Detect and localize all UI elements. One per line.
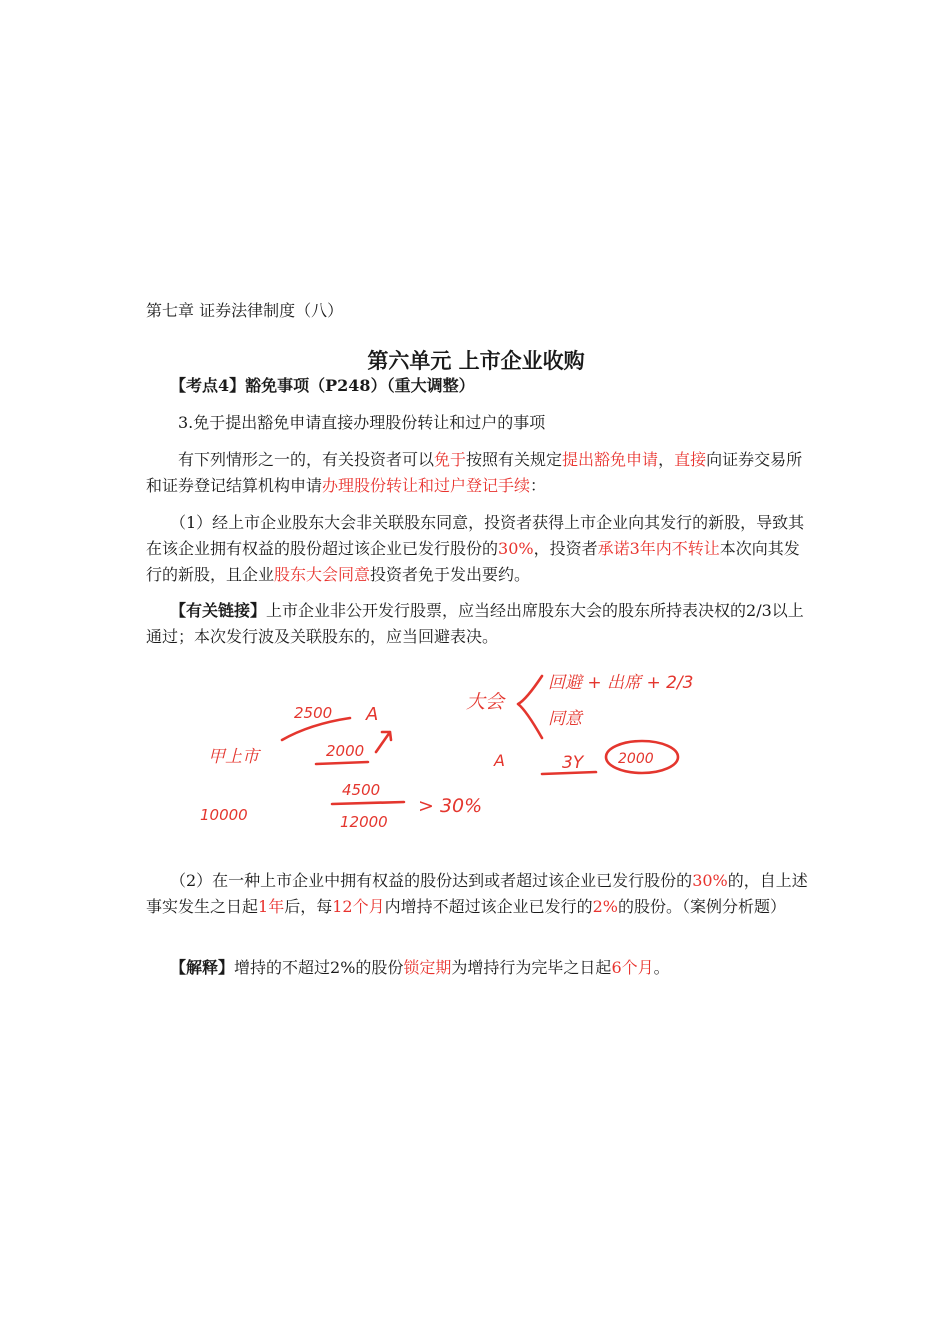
p4-text-4: 内增持不超过该企业已发行的 [384,897,593,916]
item-3-heading: 3.免于提出豁免申请直接办理股份转让和过户的事项 [178,413,546,432]
p4-text-1: （2）在一种上市企业中拥有权益的股份达到或者超过该企业已发行股份的 [170,871,693,890]
hw-letter-a-1: A [366,704,379,725]
p3-text: 上市企业非公开发行股票，应当经出席股东大会的股东所持表决权的2/3以上通过；本次发行波及关联股东的，应当回避表决。 [146,601,804,646]
hw-jia-shangshi: 甲上市 [208,747,259,767]
paragraph-3 [146,598,810,650]
paragraph-2 [146,510,810,588]
p5-text-3: 。 [653,958,670,977]
hw-circled-2000: 2000 [618,751,654,767]
hw-underline-2000 [316,762,368,764]
p2-text-1: （1）经上市企业股东大会非关联股东同意，投资者获得上市企业向其发行的新股，导致其在该企业拥有权益的股份超过该企业已发行股份的 [146,513,805,558]
p4-text-2: 的，自上述事实发生之日起 [146,871,808,916]
p2-highlight-2: 承诺3年内不转让 [597,539,720,558]
hw-3y: 3Y [562,753,584,773]
hw-10000: 10000 [200,806,248,824]
p4-highlight-3: 12个月 [332,897,385,916]
p2-highlight-3: 股东大会同意 [274,565,371,584]
p2-text-3: 本次向其发行的新股，且企业 [146,539,800,584]
p1-text-2: 按照有关规定 [466,450,563,469]
p2-text-4: 投资者免于发出要约。 [370,565,531,584]
paragraph-5 [146,955,810,981]
p5-text-2: 为增持行为完毕之日起 [451,958,612,977]
p4-text-5: 的股份。（案例分析题） [618,897,787,916]
hw-2500: 2500 [294,704,333,722]
p2-text-2: ，投资者 [533,539,598,558]
p1-highlight-3: 直接 [674,450,707,469]
p4-highlight-1: 30% [692,871,728,890]
unit-title: 第六单元 上市企业收购 [367,348,585,374]
hw-arrow-up [376,732,391,752]
p5-highlight-2: 6个月 [611,958,654,977]
p2-highlight-1: 30% [498,539,534,558]
p1-highlight-2: 提出豁免申请 [562,450,659,469]
p4-text-3: 后，每 [284,897,333,916]
hw-letter-a-2: A [494,751,505,770]
hw-fraction-numerator: 4500 [342,781,381,799]
hw-fraction-denominator: 12000 [340,813,388,831]
hw-huibi-line: 回避 + 出席 + 2/3 [548,673,694,693]
p5-label: 【解释】 [170,958,235,977]
paragraph-4 [146,868,810,920]
p3-label: 【有关链接】 [170,601,267,620]
paragraph-1 [146,447,810,499]
handwritten-sketch [190,652,760,837]
p1-text-3: ， [658,450,675,469]
hw-fraction-bar [332,802,404,804]
chapter-heading: 第七章 证券法律制度（八） [146,301,344,320]
p1-text-4: 向证券交易所和证券登记结算机构申请 [146,450,803,495]
hw-gt-30: > 30% [418,795,483,817]
hw-dahui: 大会 [466,691,505,713]
p5-text-1: 增持的不超过2%的股份 [234,958,404,977]
hw-bracket [518,676,542,738]
p1-highlight-1: 免于 [434,450,467,469]
hw-tongyi: 同意 [548,709,582,729]
p4-highlight-4: 2% [592,897,618,916]
hw-underline-3y [542,772,596,774]
p1-text-5: ： [530,476,547,495]
key-point-heading: 【考点4】豁免事项（P248）（重大调整） [170,376,475,395]
p5-highlight-1: 锁定期 [403,958,452,977]
p1-highlight-4: 办理股份转让和过户登记手续 [322,476,531,495]
p4-highlight-2: 1年 [258,897,285,916]
p1-text-1: 有下列情形之一的，有关投资者可以 [178,450,435,469]
hw-2000: 2000 [326,742,365,760]
